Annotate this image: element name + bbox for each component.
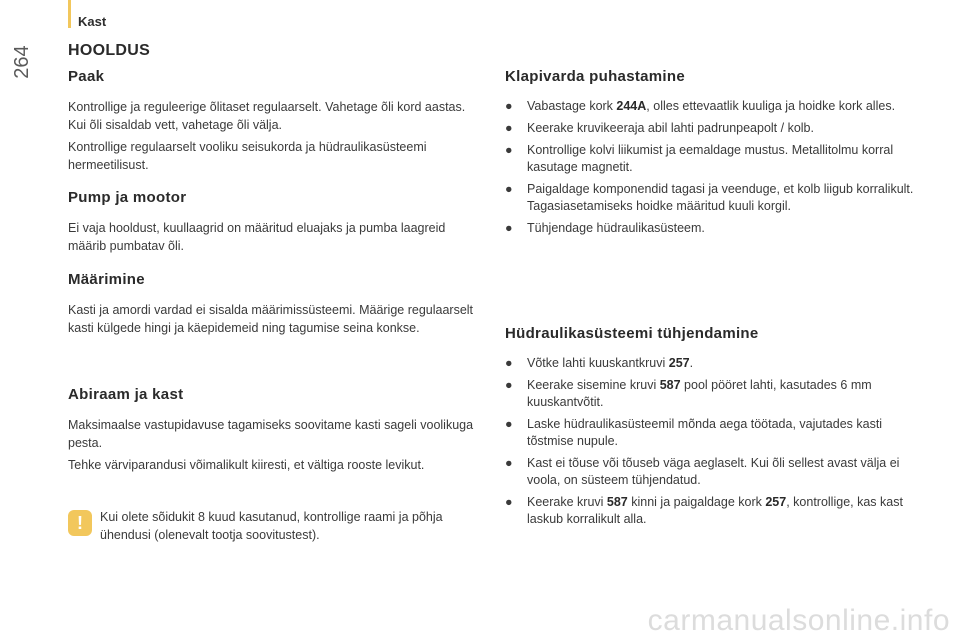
- paragraph: Kontrollige ja reguleerige õlitaset regulaarselt. Vahetage õli kord aastas. Kui õli sisaldab vett, vahetage õli välja.: [68, 100, 466, 132]
- section-paak: [68, 68, 480, 174]
- part-ref: 587: [606, 495, 628, 509]
- list-item: [505, 416, 925, 450]
- list-item: [505, 494, 925, 528]
- section-title-pump: Pump ja mootor: [68, 189, 187, 206]
- section-tyhjendamine: [505, 325, 925, 533]
- watermark-text: carmanualsonline.info: [647, 604, 950, 637]
- list-item: [505, 120, 925, 137]
- warning-note: [68, 508, 480, 544]
- paragraph: Kontrollige regulaarselt vooliku seisukorda ja hüdraulikasüsteemi hermeetilisust.: [68, 140, 427, 172]
- section-maarimine: [68, 271, 480, 337]
- bullet-icon: ●: [505, 456, 513, 470]
- item-text: kinni ja paigaldage kork: [627, 495, 766, 509]
- list-item: [505, 455, 925, 489]
- item-text: Laske hüdraulikasüsteemil mõnda aega töötada, vajutades kasti tõstmise nupule.: [527, 417, 883, 448]
- bullet-icon: ●: [505, 378, 513, 392]
- step-list: [505, 355, 925, 528]
- list-item: [505, 98, 925, 115]
- bullet-icon: ●: [505, 417, 513, 431]
- bullet-icon: ●: [505, 99, 513, 113]
- part-ref: 257: [668, 356, 690, 370]
- section-klapivarda: [505, 68, 925, 242]
- list-item: [505, 181, 925, 215]
- part-ref: 257: [765, 495, 787, 509]
- list-item: [505, 355, 925, 372]
- bullet-icon: ●: [505, 121, 513, 135]
- list-item: [505, 377, 925, 411]
- bullet-icon: ●: [505, 221, 513, 235]
- section-pump: [68, 189, 480, 255]
- bullet-icon: ●: [505, 143, 513, 157]
- section-title-abiraam: Abiraam ja kast: [68, 386, 184, 403]
- item-text: Tühjendage hüdraulikasüsteem.: [527, 221, 705, 235]
- part-ref: 244A: [616, 99, 647, 113]
- page-number: 264: [11, 45, 33, 79]
- item-text: Kontrollige kolvi liikumist ja eemaldage mustus. Metallitolmu korral kasutage magnetit.: [527, 143, 894, 174]
- section-accent-bar: [68, 0, 71, 28]
- section-name: Kast: [78, 14, 107, 29]
- item-text: Keerake kruvikeeraja abil lahti padrunpeapolt / kolb.: [527, 121, 814, 135]
- bullet-icon: ●: [505, 182, 513, 196]
- section-title-tyhjendamine: Hüdraulikasüsteemi tühjendamine: [505, 325, 759, 342]
- paragraph: Maksimaalse vastupidavuse tagamiseks soovitame kasti sageli voolikuga pesta.: [68, 418, 474, 450]
- paragraph: Ei vaja hooldust, kuullaagrid on määritud eluajaks ja pumba laagreid määrib pumbatav õli.: [68, 221, 446, 253]
- list-item: [505, 142, 925, 176]
- item-text: Keerake kruvi: [527, 495, 607, 509]
- warning-icon: !: [68, 510, 92, 536]
- item-text: .: [689, 356, 694, 370]
- item-text: Paigaldage komponendid tagasi ja veenduge, et kolb liigub korralikult. Tagasiasetamiseks hoidke määritud kuuli korgil.: [527, 182, 914, 213]
- bullet-icon: ●: [505, 356, 513, 370]
- item-text: pool pööret lahti, kasutades 6 mm kuuskantvõtit.: [527, 378, 872, 409]
- warning-text: Kui olete sõidukit 8 kuud kasutanud, kontrollige raami ja põhja ühendusi (olenevalt tootja soovitustest).: [100, 510, 443, 542]
- item-text: Vabastage kork: [527, 99, 617, 113]
- step-list: [505, 98, 925, 237]
- part-ref: 587: [659, 378, 681, 392]
- item-text: Võtke lahti kuuskantkruvi: [527, 356, 669, 370]
- item-text: , kontrollige, kas kast laskub korralikult alla.: [527, 495, 903, 526]
- bullet-icon: ●: [505, 495, 513, 509]
- paragraph: Kasti ja amordi vardad ei sisalda määrimissüsteemi. Määrige regulaarselt kasti külgede hingi ja käepidemeid ning tagumise seina konkse.: [68, 303, 474, 335]
- item-text: Kast ei tõuse või tõuseb väga aeglaselt. Kui õli sellest avast välja ei voola, on süsteem tühjendatud.: [527, 456, 900, 487]
- main-heading: HOOLDUS: [68, 42, 151, 59]
- section-title-klapivarda: Klapivarda puhastamine: [505, 68, 685, 85]
- section-title-maarimine: Määrimine: [68, 271, 145, 288]
- item-text: , olles ettevaatlik kuuliga ja hoidke kork alles.: [646, 99, 896, 113]
- list-item: [505, 220, 925, 237]
- item-text: Keerake sisemine kruvi: [527, 378, 660, 392]
- section-abiraam: [68, 386, 480, 474]
- paragraph: Tehke värviparandusi võimalikult kiiresti, et vältiga rooste levikut.: [68, 458, 425, 472]
- section-title-paak: Paak: [68, 68, 105, 85]
